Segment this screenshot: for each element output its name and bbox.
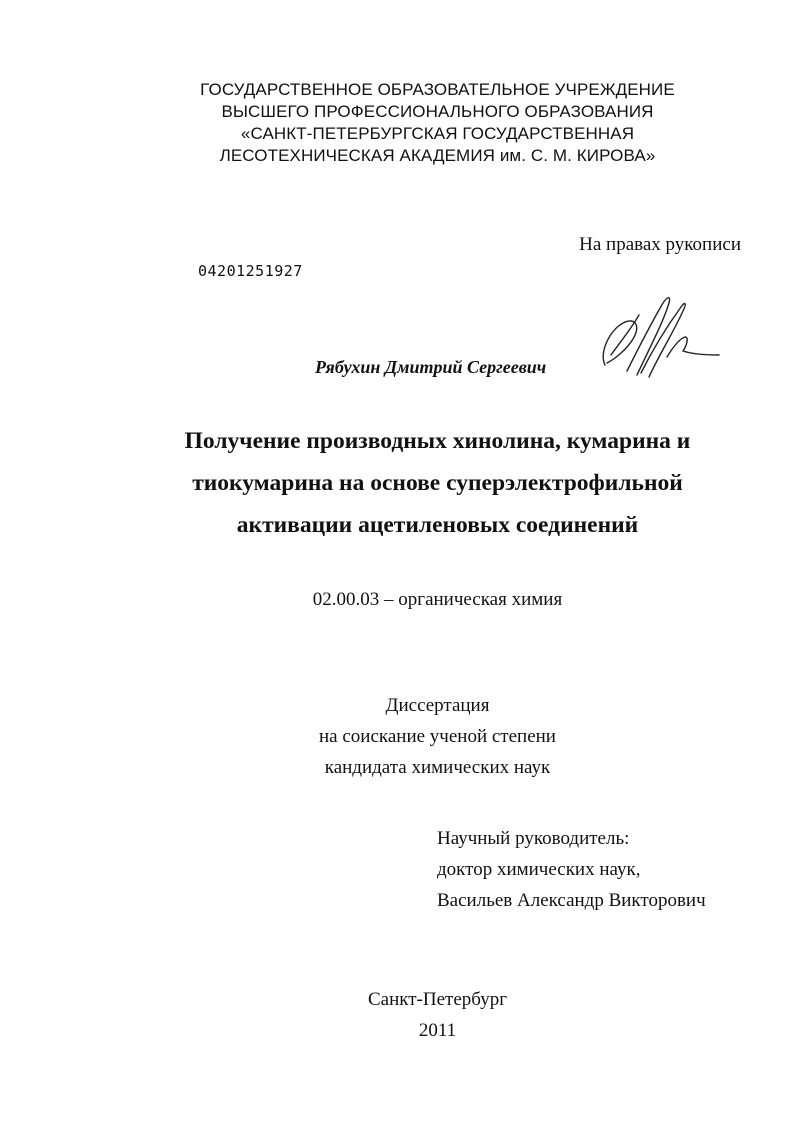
title-line: активации ацетиленовых соединений: [236, 512, 639, 538]
supervisor-block: [437, 823, 706, 916]
city: Санкт-Петербург: [367, 989, 507, 1010]
author-name: Рябухин Дмитрий Сергеевич: [315, 357, 547, 377]
institution-line: «САНКТ-ПЕТЕРБУРГСКАЯ ГОСУДАРСТВЕННАЯ: [240, 124, 635, 143]
institution-line: ВЫСШЕГО ПРОФЕССИОНАЛЬНОГО ОБРАЗОВАНИЯ: [221, 102, 654, 121]
institution-line: ГОСУДАРСТВЕННОЕ ОБРАЗОВАТЕЛЬНОЕ УЧРЕЖДЕНИЕ: [200, 80, 675, 99]
degree-line: Диссертация: [385, 695, 490, 716]
supervisor-name: Васильев Александр Викторович: [437, 890, 706, 911]
title-line: тиокумарина на основе суперэлектрофильной: [192, 470, 683, 496]
supervisor-degree: доктор химических наук,: [437, 859, 641, 880]
signature-icon: [597, 293, 722, 381]
rights-note: На правах рукописи: [579, 234, 741, 255]
supervisor-label: Научный руководитель:: [437, 828, 630, 849]
degree-line: на соискание ученой степени: [319, 726, 556, 747]
year: 2011: [418, 1020, 457, 1041]
registration-number: 04201251927: [198, 262, 303, 280]
place-and-year: [0, 984, 797, 1046]
title-line: Получение производных хинолина, кумарина и: [184, 428, 691, 454]
specialty-code: 02.00.03 – органическая химия: [312, 589, 563, 610]
institution-header: [0, 79, 797, 167]
degree-line: кандидата химических наук: [324, 757, 551, 778]
dissertation-title: [0, 420, 797, 546]
degree-statement: [0, 690, 797, 783]
institution-line: ЛЕСОТЕХНИЧЕСКАЯ АКАДЕМИЯ им. С. М. КИРОВА»: [219, 146, 656, 165]
